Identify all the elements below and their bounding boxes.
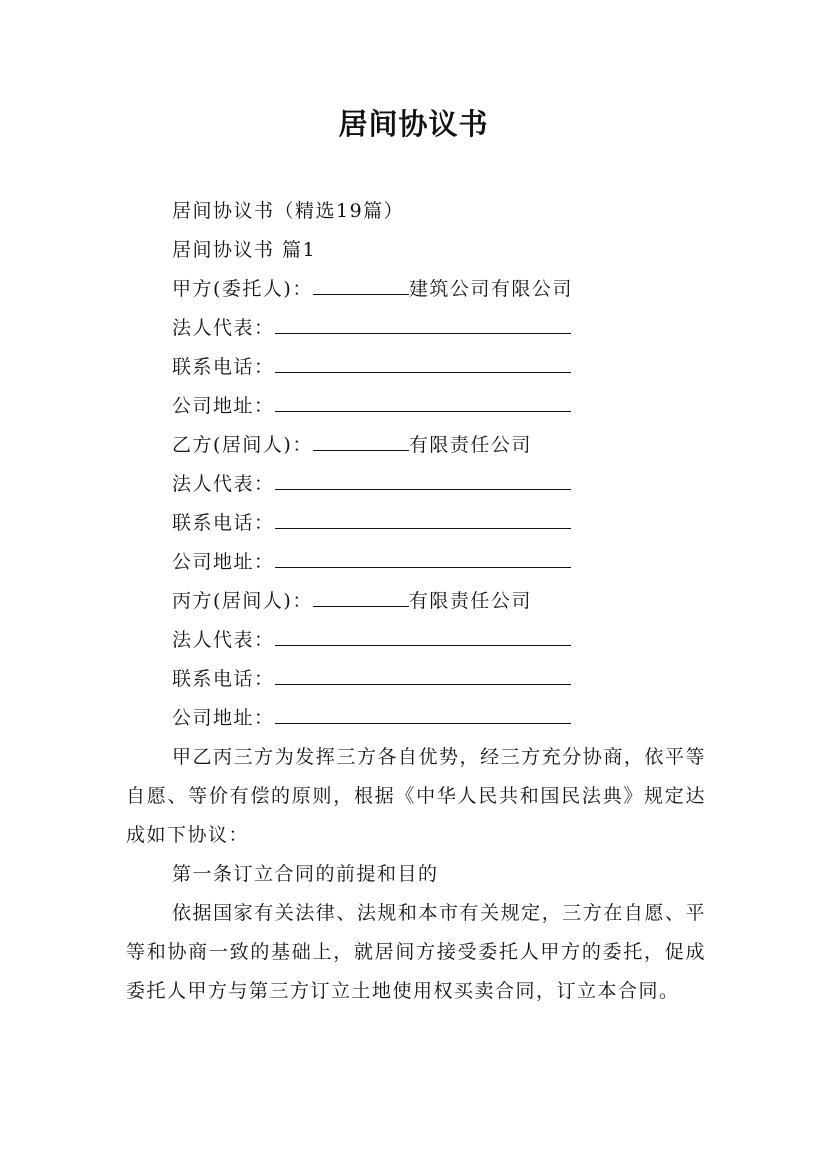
chapter-heading: 居间协议书 篇1 [172, 239, 317, 261]
party-b-label: 乙方(居间人)： [172, 434, 313, 456]
party-c-rep-blank [275, 628, 571, 646]
party-a-addr-blank [275, 394, 571, 412]
party-a-rep-blank [275, 316, 571, 334]
party-a-name-blank [313, 277, 409, 295]
party-b-phone-label: 联系电话： [172, 512, 275, 534]
party-a-rep-label: 法人代表： [172, 317, 275, 339]
party-a-phone-label: 联系电话： [172, 356, 275, 378]
party-c-name-blank [313, 589, 409, 607]
party-c-addr-blank [275, 706, 571, 724]
party-b-rep-line [126, 465, 706, 504]
party-a-addr-label: 公司地址： [172, 395, 275, 417]
party-a-phone-blank [275, 355, 571, 373]
party-c-rep-label: 法人代表： [172, 629, 275, 651]
party-a-phone-line [126, 348, 706, 387]
party-a-rep-line [126, 309, 706, 348]
article-1-body: 依据国家有关法律、法规和本市有关规定，三方在自愿、平等和协商一致的基础上，就居间方接受委托人甲方的委托，促成委托人甲方与第三方订立土地使用权买卖合同，订立本合同。 [126, 902, 706, 1002]
party-b-addr-blank [275, 550, 571, 568]
party-b-rep-label: 法人代表： [172, 473, 275, 495]
party-a-suffix: 建筑公司有限公司 [408, 278, 573, 300]
party-c-phone-line [126, 660, 706, 699]
party-b-phone-blank [275, 511, 571, 529]
party-a-addr-line [126, 387, 706, 426]
party-b-rep-blank [275, 472, 571, 490]
party-c-phone-label: 联系电话： [172, 668, 275, 690]
party-b-addr-label: 公司地址： [172, 551, 275, 573]
article-1-heading: 第一条订立合同的前提和目的 [172, 863, 439, 885]
document-body [126, 192, 706, 1011]
party-b-name-blank [313, 433, 409, 451]
party-a-line [126, 270, 706, 309]
party-c-phone-blank [275, 667, 571, 685]
party-b-line [126, 426, 706, 465]
party-b-suffix: 有限责任公司 [408, 434, 532, 456]
party-c-rep-line [126, 621, 706, 660]
party-c-label: 丙方(居间人)： [172, 590, 313, 612]
party-a-label: 甲方(委托人)： [172, 278, 313, 300]
document-title: 居间协议书 [338, 107, 489, 141]
party-c-line [126, 582, 706, 621]
intro-line: 居间协议书（精选19篇） [172, 200, 405, 222]
preamble-paragraph: 甲乙丙三方为发挥三方各自优势，经三方充分协商，依平等自愿、等价有偿的原则，根据《中华人民共和国民法典》规定达成如下协议： [126, 746, 706, 846]
party-c-suffix: 有限责任公司 [408, 590, 532, 612]
party-b-phone-line [126, 504, 706, 543]
party-c-addr-line [126, 699, 706, 738]
party-c-addr-label: 公司地址： [172, 707, 275, 729]
party-b-addr-line [126, 543, 706, 582]
